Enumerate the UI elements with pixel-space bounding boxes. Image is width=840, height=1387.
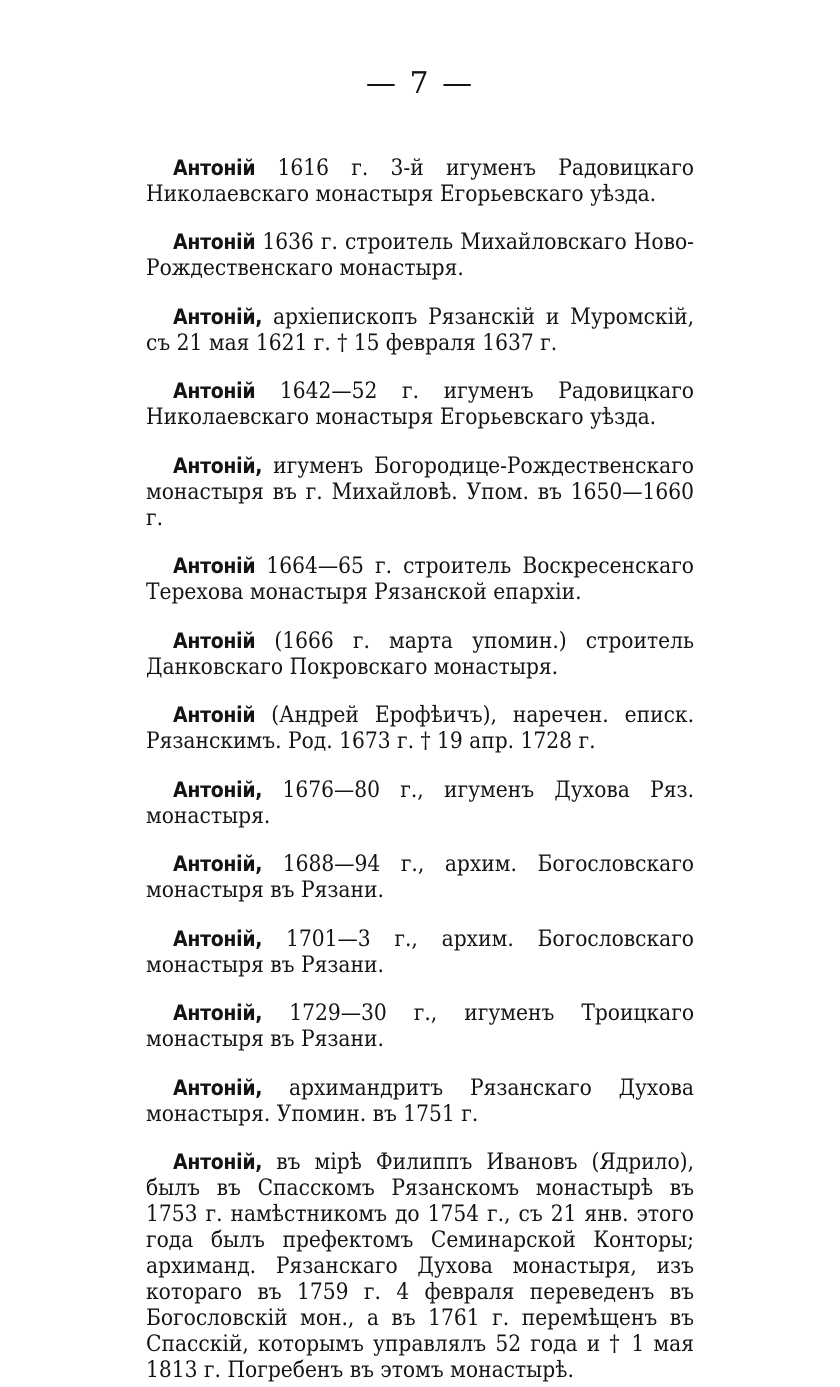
entry-name: Антоній, [173,1150,263,1174]
entry-text: (Андрей Ерофѣичъ), наречен. еписк. Рязанскимъ. Род. 1673 г. † 19 апр. 1728 г. [146,702,695,754]
page-number: — 7 — [365,66,475,101]
entry-text: архимандритъ Рязанскаго Духова монастыря. Упомин. въ 1751 г. [146,1074,694,1127]
entry [146,229,694,281]
entry-text: 1642—52 г. игуменъ Радовицкаго Николаевскаго монастыря Егорьевскаго уѣзда. [146,378,694,430]
entry-text: архіепископъ Рязанскій и Муромскій, съ 21 мая 1621 г. † 15 февраля 1637 г. [146,303,694,356]
entry [146,155,694,207]
entry-name: Антоній, [173,1001,263,1025]
entry-name: Антоній, [173,926,263,951]
entry-list [146,132,694,1387]
entry [146,628,694,680]
entry-text: (1666 г. марта упомин.) строитель Данковскаго Покровскаго монастыря. [146,627,694,680]
entry [146,1149,694,1383]
entry-text: 1616 г. 3-й игуменъ Радовицкаго Николаевскаго монастыря Егорьевскаго уѣзда. [146,154,694,207]
entry-name: Антоній [173,155,256,180]
entry [146,1075,694,1127]
entry [146,453,694,531]
entry-name: Антоній, [173,852,263,876]
entry-text: 1636 г. строитель Михайловскаго Ново-Рождественскаго монастыря. [146,229,694,281]
entry-text: 1701—3 г., архим. Богословскаго монастыря въ Рязани. [146,925,694,978]
entry-name: Антоній [173,230,256,254]
entry-name: Антоній, [173,777,263,802]
entry [146,1000,694,1052]
entry-name: Антоній, [173,453,263,478]
entry-name: Антоній [173,379,256,403]
entry [146,851,694,903]
entry [146,378,694,430]
entry-text: игуменъ Богородице-Рождественскаго монастыря въ г. Михайловѣ. Упом. въ 1650—1660 г. [146,452,694,531]
entry-text: 1729—30 г., игуменъ Троицкаго монастыря въ Рязани. [146,1000,695,1052]
entry [146,702,694,754]
entry-text: 1688—94 г., архим. Богословскаго монастыря въ Рязани. [146,851,694,903]
entry-name: Антоній, [173,1075,263,1100]
entry-name: Антоній [173,628,256,653]
entry [146,777,694,829]
entry-text: 1676—80 г., игуменъ Духова Ряз. монастыря. [146,776,694,829]
entry-name: Антоній [173,554,256,578]
entry [146,553,694,605]
entry-name: Антоній [173,703,256,727]
entry-name: Антоній, [173,304,263,329]
entry [146,304,694,356]
entry [146,926,694,978]
entry-text: въ мірѣ Филиппъ Ивановъ (Ядрило), былъ въ Спасскомъ Рязанскомъ монастырѣ въ 1753 г. намѣстникомъ до 1754 г., съ 21 янв. этого года былъ префектомъ Семинарской Конторы; архиманд. Рязанскаго Духова монастыря, изъ котораго въ 1759 г. 4 февраля переведенъ въ Богословскій мон., а въ 1761 г. перемѣщенъ въ Спасскій, которымъ управлялъ 52 года и † 1 мая 1813 г. Погребенъ въ этомъ монастырѣ. [146,1149,694,1383]
entry-text: 1664—65 г. строитель Воскресенскаго Терехова монастыря Рязанской епархіи. [146,553,694,605]
